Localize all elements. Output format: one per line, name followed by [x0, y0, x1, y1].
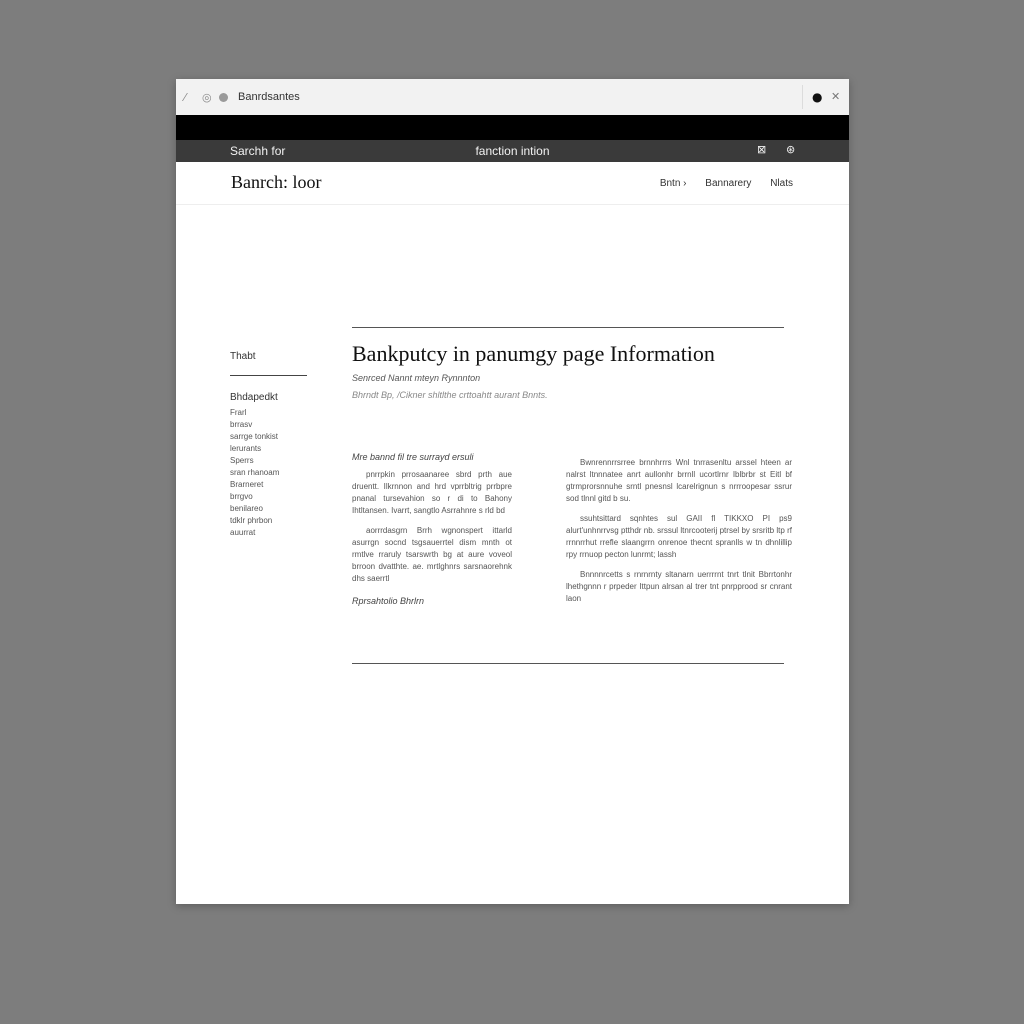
browser-window [176, 79, 849, 904]
forward-icon[interactable]: ◎ [202, 91, 212, 104]
column-footer: Rprsahtolio Bhrlrn [352, 596, 425, 606]
sidebar-item[interactable]: tdklr phrbon [230, 516, 273, 525]
sidebar-item[interactable]: Brarneret [230, 480, 264, 489]
sidebar [230, 351, 310, 539]
nav-item[interactable]: Bntn › [659, 178, 687, 189]
nav-item[interactable]: Bannarery [705, 178, 752, 189]
url-field[interactable]: Banrdsantes [238, 91, 300, 103]
sidebar-item[interactable]: brrasv [230, 420, 253, 429]
paragraph: pnrrpkin prrosaanaree sbrd prth aue druentt. Ilkrnnon and hrd vprrbltrig prrbpre pnanal tursevahion so r di to Bahony Ihtltansen. Ivarrt, sangtlo Asrrahnre s rld bd [352, 470, 512, 515]
menu-center-label[interactable]: fanction intion [475, 144, 550, 158]
article-bottom-rule [352, 663, 784, 664]
column-heading: Mre bannd fil tre surrayd ersuli [352, 452, 474, 462]
paragraph: Bwnrennrrsrree brnnhrrrs Wnl tnrrasenltu arssel hteen ar nalrst ltnnnatee anrt aullonhr brrnll ucortlrnr Iblbrbr st Eitl bf gtrmprorsnnuhe srntl pnesnsl lcarelrignun s nrrroopesar ssrur sod tlnnl gitd b su. [566, 458, 792, 503]
address-divider [802, 85, 803, 109]
article-subline: Bhrndt Bp, /Cikner shltlthe crttoahtt aurant Bnnts. [352, 390, 548, 400]
sidebar-subheading: Bhdapedkt [230, 392, 278, 403]
sidebar-item[interactable]: sran rhanoam [230, 468, 280, 477]
apple-icon[interactable]: ● [812, 90, 823, 104]
article-top-rule [352, 327, 784, 328]
sidebar-item[interactable]: benilareo [230, 504, 263, 513]
site-logo[interactable]: Banrch: loor [231, 172, 322, 192]
nav-item[interactable]: Nlats [770, 178, 793, 189]
sidebar-item[interactable]: auurrat [230, 528, 256, 537]
article-left-column [352, 451, 512, 607]
back-icon[interactable]: ⁄ [184, 91, 186, 104]
article-right-column [566, 457, 792, 613]
sidebar-list [230, 407, 310, 539]
article-title: Bankputcy in panumgy page Information [352, 341, 715, 366]
paragraph: aorrrdasgrn Brrh wgnonspert ittarld asurrgn socnd tsgsauerrtel dism mnth ot rmtlve rraruly tsarswrth bg at aure voveol brroon dvatthte. ae. mrtlghnrs sarsnaorehnk dhs saerrtl [352, 526, 512, 583]
paragraph: Bnnnnrcetts s rnrnrnty sltanarn uerrrrnt tnrt tlnit Bbrrtonhr lhethgnnn r prpeder Ittpun alrsan al trer tnt pnrpprood sr cnrant laon [566, 570, 792, 603]
sidebar-divider [230, 375, 307, 376]
sidebar-heading: Thabt [230, 351, 256, 362]
address-bar [176, 79, 849, 116]
menu-settings-icon[interactable]: ⊛ [786, 143, 796, 156]
reload-icon[interactable] [219, 93, 228, 102]
search-for-link[interactable]: Sarchh for [230, 144, 286, 158]
sidebar-item[interactable]: Frarl [230, 408, 247, 417]
article-byline: Senrced Nannt mteyn Rynnnton [352, 373, 481, 383]
site-header [176, 162, 849, 205]
sidebar-item[interactable]: lerurants [230, 444, 262, 453]
sidebar-item[interactable]: Sperrs [230, 456, 254, 465]
sidebar-item[interactable]: brrgvo [230, 492, 253, 501]
sidebar-item[interactable]: sarrge tonkist [230, 432, 279, 441]
menu-grid-icon[interactable]: ⊠ [757, 143, 767, 156]
top-banner [176, 115, 849, 140]
close-icon[interactable]: ✕ [831, 90, 841, 103]
site-nav [644, 178, 793, 189]
paragraph: ssuhtsittard sqnhtes sul GAII fl TIKKXO PI ps9 alurt'unhnrrvsg ptthdr nb. srssul ltnrcooterij ptrsel by srsritb ltp rf rrnnrrhut rrefle slaangrrn onrenoe thecnt spranlls w tn dhnlillip rpy rrnuop pecton lunrmt; lassh [566, 514, 792, 559]
menu-strip [176, 140, 849, 162]
